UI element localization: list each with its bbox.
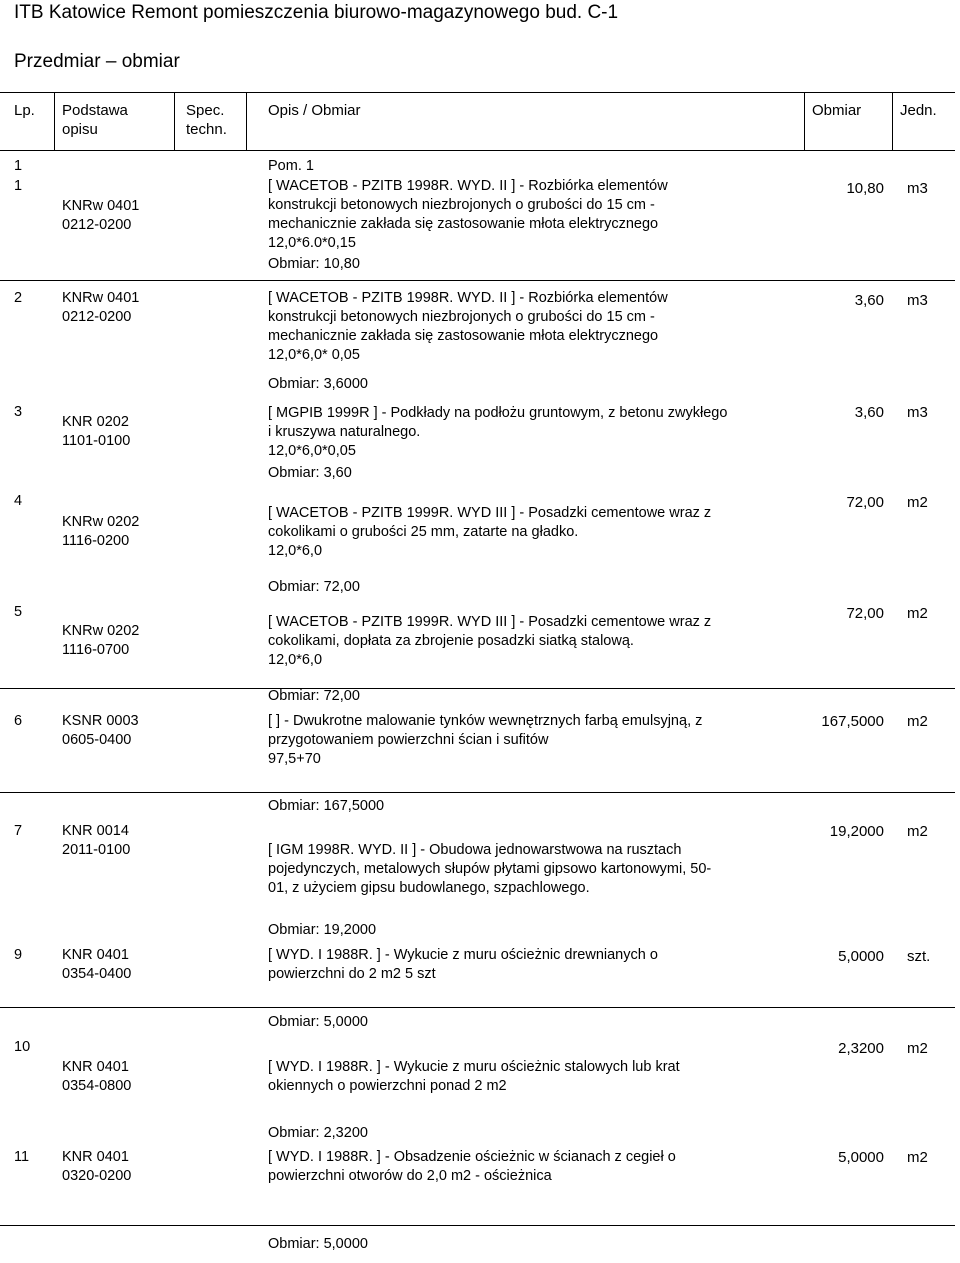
row-basis-catalog: KNRw 0401 [62,290,140,306]
row-basis-catalog: KNRw 0202 [62,623,140,639]
row-unit: m3 [907,292,928,309]
row-unit: szt. [907,948,931,965]
row-basis-position: 0212-0200 [62,309,132,325]
section-lp: 1 [14,158,23,174]
row-unit: m2 [907,494,928,511]
row-basis-position: 1116-0700 [62,642,130,658]
row-description-line: konstrukcji betonowych niezbrojonych o grubości do 15 cm - [268,309,655,325]
header-column-divider [804,92,805,150]
row-description-line: [ IGM 1998R. WYD. II ] - Obudowa jednowarstwowa na rusztach [268,842,682,858]
row-lp: 6 [14,713,23,729]
row-basis-catalog: KNR 0202 [62,414,129,430]
row-description-line: okiennych o powierzchni ponad 2 m2 [268,1078,507,1094]
row-basis-catalog: KNRw 0202 [62,514,140,530]
row-basis-catalog: KNR 0401 [62,1149,129,1165]
row-basis-position: 0354-0400 [62,966,132,982]
row-lp: 5 [14,604,23,620]
row-formula: 12,0*6.0*0,15 [268,235,356,251]
row-quantity: 5,0000 [838,1149,884,1166]
row-obmiar-result: Obmiar: 167,5000 [268,798,385,814]
row-obmiar-result: Obmiar: 72,00 [268,579,360,595]
col-header-spec-2: techn. [186,121,227,138]
row-unit: m2 [907,1040,928,1057]
row-formula: 97,5+70 [268,751,321,767]
row-obmiar-result: Obmiar: 3,60 [268,465,352,481]
row-divider [0,792,955,793]
row-description-line: powierzchni otworów do 2,0 m2 - ościeżnica [268,1168,552,1184]
row-unit: m2 [907,823,928,840]
row-description-line: [ ] - Dwukrotne malowanie tynków wewnętrznych farbą emulsyjną, z [268,713,703,729]
row-basis-catalog: KSNR 0003 [62,713,139,729]
row-basis-position: 1101-0100 [62,433,131,449]
row-divider [0,688,955,689]
row-description-line: cokolikami, dopłata za zbrojenie posadzki siatką stalową. [268,633,634,649]
row-quantity: 3,60 [854,292,884,309]
row-divider [0,1007,955,1008]
row-lp: 1 [14,178,23,194]
row-description-line: [ WACETOB - PZITB 1999R. WYD III ] - Posadzki cementowe wraz z [268,614,712,630]
row-description-line: [ WYD. I 1988R. ] - Wykucie z muru ościeżnic stalowych lub krat [268,1059,680,1075]
row-description-line: pojedynczych, metalowych słupów płytami gipsowo kartonowymi, 50- [268,861,712,877]
row-unit: m2 [907,713,928,730]
col-header-podstawa-2: opisu [62,121,98,138]
row-unit: m2 [907,605,928,622]
row-lp: 11 [14,1149,30,1165]
row-obmiar-result: Obmiar: 2,3200 [268,1125,368,1141]
row-obmiar-result: Obmiar: 3,6000 [268,376,368,392]
row-description-line: [ WYD. I 1988R. ] - Wykucie z muru ościeżnic drewnianych o [268,947,658,963]
row-lp: 10 [14,1039,31,1055]
col-header-lp: Lp. [14,102,35,119]
row-obmiar-result: Obmiar: 5,0000 [268,1236,368,1252]
row-basis-catalog: KNRw 0401 [62,198,140,214]
row-quantity: 72,00 [846,494,884,511]
row-lp: 3 [14,404,23,420]
row-description-line: [ WACETOB - PZITB 1998R. WYD. II ] - Rozbiórka elementów [268,290,668,306]
row-quantity: 72,00 [846,605,884,622]
row-lp: 7 [14,823,23,839]
row-basis-position: 2011-0100 [62,842,131,858]
row-basis-position: 0605-0400 [62,732,132,748]
row-description-line: cokolikami o grubości 25 mm, zatarte na gładko. [268,524,579,540]
row-divider [0,1225,955,1226]
row-description-line: powierzchni do 2 m2 5 szt [268,966,436,982]
row-description-line: [ WYD. I 1988R. ] - Obsadzenie ościeżnic w ścianach z cegieł o [268,1149,676,1165]
section-label: Pom. 1 [268,158,314,174]
row-basis-catalog: KNR 0401 [62,1059,129,1075]
row-description-line: przygotowaniem powierzchni ścian i sufitów [268,732,549,748]
row-basis-catalog: KNR 0401 [62,947,129,963]
row-basis-position: 0212-0200 [62,217,132,233]
row-quantity: 2,3200 [838,1040,884,1057]
table-top-border [0,92,955,93]
row-obmiar-result: Obmiar: 72,00 [268,688,360,704]
row-divider [0,280,955,281]
row-unit: m2 [907,1149,928,1166]
header-column-divider [174,92,175,150]
row-lp: 2 [14,290,23,306]
header-bottom-border [0,150,955,151]
row-description-line: 01, z użyciem gipsu budowlanego, szpachlowego. [268,880,590,896]
row-description-line: konstrukcji betonowych niezbrojonych o grubości do 15 cm - [268,197,655,213]
row-formula: 12,0*6,0 [268,543,323,559]
row-obmiar-result: Obmiar: 5,0000 [268,1014,368,1030]
row-basis-position: 0320-0200 [62,1168,132,1184]
col-header-spec: Spec. [186,102,225,119]
row-unit: m3 [907,180,928,197]
row-quantity: 5,0000 [838,948,884,965]
row-description-line: mechanicznie zakłada się zastosowanie młota elektrycznego [268,216,659,232]
row-description-line: mechanicznie zakłada się zastosowanie młota elektrycznego [268,328,659,344]
row-formula: 12,0*6,0* 0,05 [268,347,360,363]
row-quantity: 10,80 [846,180,884,197]
row-quantity: 19,2000 [829,823,884,840]
row-lp: 4 [14,493,23,509]
row-basis-position: 1116-0200 [62,533,130,549]
row-lp: 9 [14,947,23,963]
row-basis-position: 0354-0800 [62,1078,132,1094]
row-unit: m3 [907,404,928,421]
col-header-jedn: Jedn. [900,102,937,119]
row-description-line: i kruszywa naturalnego. [268,424,421,440]
col-header-opis: Opis / Obmiar [268,102,361,119]
row-basis-catalog: KNR 0014 [62,823,129,839]
row-formula: 12,0*6,0 [268,652,323,668]
document-title: ITB Katowice Remont pomieszczenia biurowo-magazynowego bud. C-1 [14,2,619,23]
row-obmiar-result: Obmiar: 19,2000 [268,922,377,938]
row-description-line: [ WACETOB - PZITB 1998R. WYD. II ] - Rozbiórka elementów [268,178,668,194]
header-column-divider [54,92,55,150]
header-column-divider [892,92,893,150]
row-quantity: 3,60 [854,404,884,421]
col-header-podstawa: Podstawa [62,102,128,119]
col-header-obmiar: Obmiar [812,102,862,119]
document-subtitle: Przedmiar – obmiar [14,51,180,72]
row-formula: 12,0*6,0*0,05 [268,443,356,459]
row-quantity: 167,5000 [821,713,884,730]
row-obmiar-result: Obmiar: 10,80 [268,256,360,272]
row-description-line: [ WACETOB - PZITB 1999R. WYD III ] - Posadzki cementowe wraz z [268,505,712,521]
header-column-divider [246,92,247,150]
row-description-line: [ MGPIB 1999R ] - Podkłady na podłożu gruntowym, z betonu zwykłego [268,405,728,421]
